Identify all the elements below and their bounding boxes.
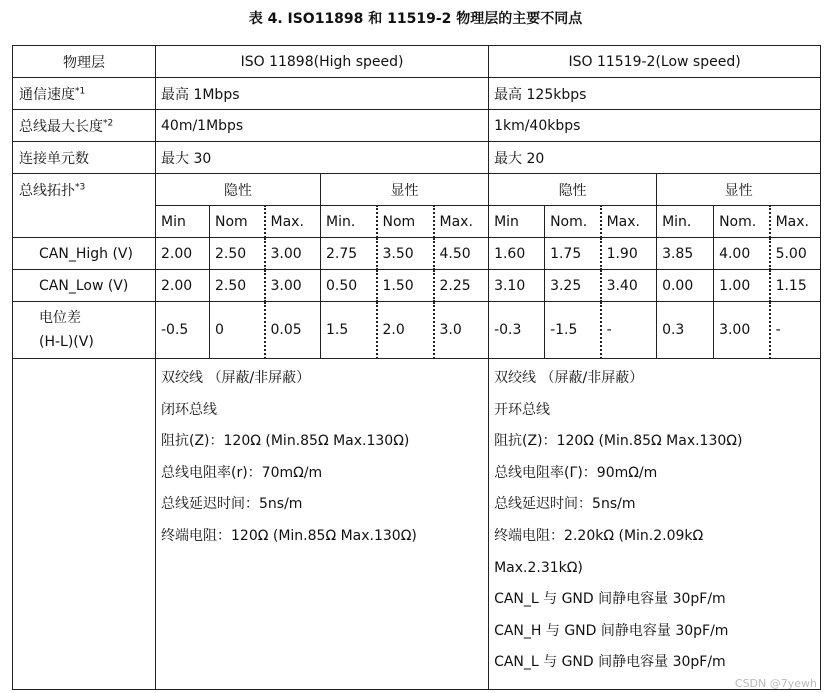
notes-label-cell bbox=[13, 359, 156, 690]
value-cell: 0.3 bbox=[657, 302, 714, 359]
value-cell: 3.00 bbox=[714, 302, 770, 359]
value-cell: 1.50 bbox=[377, 270, 434, 302]
value-cell: 0.00 bbox=[657, 270, 714, 302]
ls-recessive-header: 隐性 bbox=[489, 174, 657, 206]
note-line: 阻抗(Z)：120Ω (Min.85Ω Max.130Ω) bbox=[494, 433, 743, 450]
value-cell: 2.50 bbox=[210, 238, 265, 270]
label-can-high: CAN_High (V) bbox=[13, 238, 156, 270]
ls-length: 1km/40kbps bbox=[489, 110, 821, 142]
col-min: Min. bbox=[657, 206, 714, 238]
note-line: 终端电阻：120Ω (Min.85Ω Max.130Ω) bbox=[161, 527, 417, 544]
header-iso11519: ISO 11519-2(Low speed) bbox=[489, 46, 821, 78]
value-cell: 0.05 bbox=[265, 302, 321, 359]
hs-nodes: 最大 30 bbox=[156, 142, 489, 174]
label-nodes: 连接单元数 bbox=[13, 142, 156, 174]
value-cell: 2.75 bbox=[321, 238, 377, 270]
value-cell: 3.40 bbox=[601, 270, 657, 302]
value-cell: 5.00 bbox=[770, 238, 821, 270]
note-line: CAN_L 与 GND 间静电容量 30pF/m bbox=[494, 654, 726, 671]
comparison-table bbox=[12, 45, 821, 690]
col-max: Max. bbox=[601, 206, 657, 238]
note-line: 双绞线 （屏蔽/非屏蔽） bbox=[161, 370, 311, 386]
col-min: Min. bbox=[321, 206, 377, 238]
note-line: 终端电阻：2.20kΩ (Min.2.09kΩ bbox=[494, 527, 704, 544]
note-line: 总线延迟时间：5ns/m bbox=[161, 496, 303, 513]
row-length bbox=[13, 110, 821, 142]
value-cell: -0.5 bbox=[156, 302, 210, 359]
col-max: Max. bbox=[770, 206, 821, 238]
label-speed: 通信速度$^{*1}$ bbox=[13, 78, 156, 110]
table-caption: 表 4. ISO11898 和 11519-2 物理层的主要不同点 bbox=[248, 11, 583, 27]
value-cell: 1.15 bbox=[770, 270, 821, 302]
row-can-low bbox=[13, 270, 821, 302]
ls-notes bbox=[489, 359, 821, 690]
note-line: 双绞线 （屏蔽/非屏蔽） bbox=[494, 370, 644, 386]
hs-recessive-header: 隐性 bbox=[156, 174, 321, 206]
value-cell: -0.3 bbox=[489, 302, 545, 359]
col-min: Min bbox=[156, 206, 210, 238]
value-cell: 3.25 bbox=[545, 270, 601, 302]
hs-dominant-header: 显性 bbox=[321, 174, 489, 206]
note-line: 总线延迟时间：5ns/m bbox=[494, 496, 636, 513]
value-cell: 1.5 bbox=[321, 302, 377, 359]
col-min: Min bbox=[489, 206, 545, 238]
value-cell: 1.00 bbox=[714, 270, 770, 302]
col-max: Max. bbox=[265, 206, 321, 238]
header-physical-layer: 物理层 bbox=[13, 46, 156, 78]
hs-speed: 最高 1Mbps bbox=[156, 78, 489, 110]
note-line: 阻抗(Z)：120Ω (Min.85Ω Max.130Ω) bbox=[161, 433, 410, 450]
row-topology-header bbox=[13, 174, 821, 206]
value-cell: 3.00 bbox=[265, 270, 321, 302]
value-cell: 1.60 bbox=[489, 238, 545, 270]
header-row bbox=[13, 46, 821, 78]
watermark: CSDN @7yewh bbox=[734, 677, 817, 690]
value-cell: - bbox=[601, 302, 657, 359]
value-cell: 4.00 bbox=[714, 238, 770, 270]
note-line: CAN_L 与 GND 间静电容量 30pF/m bbox=[494, 591, 726, 608]
col-nom: Nom. bbox=[545, 206, 601, 238]
note-line: CAN_H 与 GND 间静电容量 30pF/m bbox=[494, 622, 729, 639]
value-cell: 2.00 bbox=[156, 270, 210, 302]
note-line: 闭环总线 bbox=[161, 401, 217, 418]
note-line: 开环总线 bbox=[494, 401, 551, 418]
ls-dominant-header: 显性 bbox=[657, 174, 821, 206]
value-cell: 4.50 bbox=[434, 238, 489, 270]
value-cell: - bbox=[770, 302, 821, 359]
row-diff bbox=[13, 302, 821, 359]
value-cell: 3.10 bbox=[489, 270, 545, 302]
hs-length: 40m/1Mbps bbox=[156, 110, 489, 142]
value-cell: 0.50 bbox=[321, 270, 377, 302]
row-notes bbox=[13, 359, 821, 690]
value-cell: -1.5 bbox=[545, 302, 601, 359]
row-speed bbox=[13, 78, 821, 110]
header-iso11898: ISO 11898(High speed) bbox=[156, 46, 489, 78]
note-line: Max.2.31kΩ) bbox=[494, 559, 583, 576]
value-cell: 2.50 bbox=[210, 270, 265, 302]
label-length: 总线最大长度$^{*2}$ bbox=[13, 110, 156, 142]
value-cell: 2.0 bbox=[377, 302, 434, 359]
value-cell: 1.75 bbox=[545, 238, 601, 270]
value-cell: 3.0 bbox=[434, 302, 489, 359]
value-cell: 0 bbox=[210, 302, 265, 359]
note-line: 总线电阻率(r)：70mΩ/m bbox=[161, 464, 323, 481]
row-can-high bbox=[13, 238, 821, 270]
label-topology: 总线拓扑$^{*3}$ bbox=[13, 174, 156, 238]
ls-nodes: 最大 20 bbox=[489, 142, 821, 174]
hs-notes bbox=[156, 359, 489, 690]
col-nom: Nom. bbox=[714, 206, 770, 238]
value-cell: 2.00 bbox=[156, 238, 210, 270]
note-line: 总线电阻率(Γ)：90mΩ/m bbox=[494, 464, 658, 481]
col-max: Max. bbox=[434, 206, 489, 238]
value-cell: 3.00 bbox=[265, 238, 321, 270]
col-nom: Nom bbox=[377, 206, 434, 238]
label-diff: 电位差 (H-L)(V) bbox=[13, 302, 156, 359]
value-cell: 3.50 bbox=[377, 238, 434, 270]
ls-speed: 最高 125kbps bbox=[489, 78, 821, 110]
col-nom: Nom bbox=[210, 206, 265, 238]
label-can-low: CAN_Low (V) bbox=[13, 270, 156, 302]
value-cell: 1.90 bbox=[601, 238, 657, 270]
value-cell: 3.85 bbox=[657, 238, 714, 270]
row-nodes bbox=[13, 142, 821, 174]
value-cell: 2.25 bbox=[434, 270, 489, 302]
